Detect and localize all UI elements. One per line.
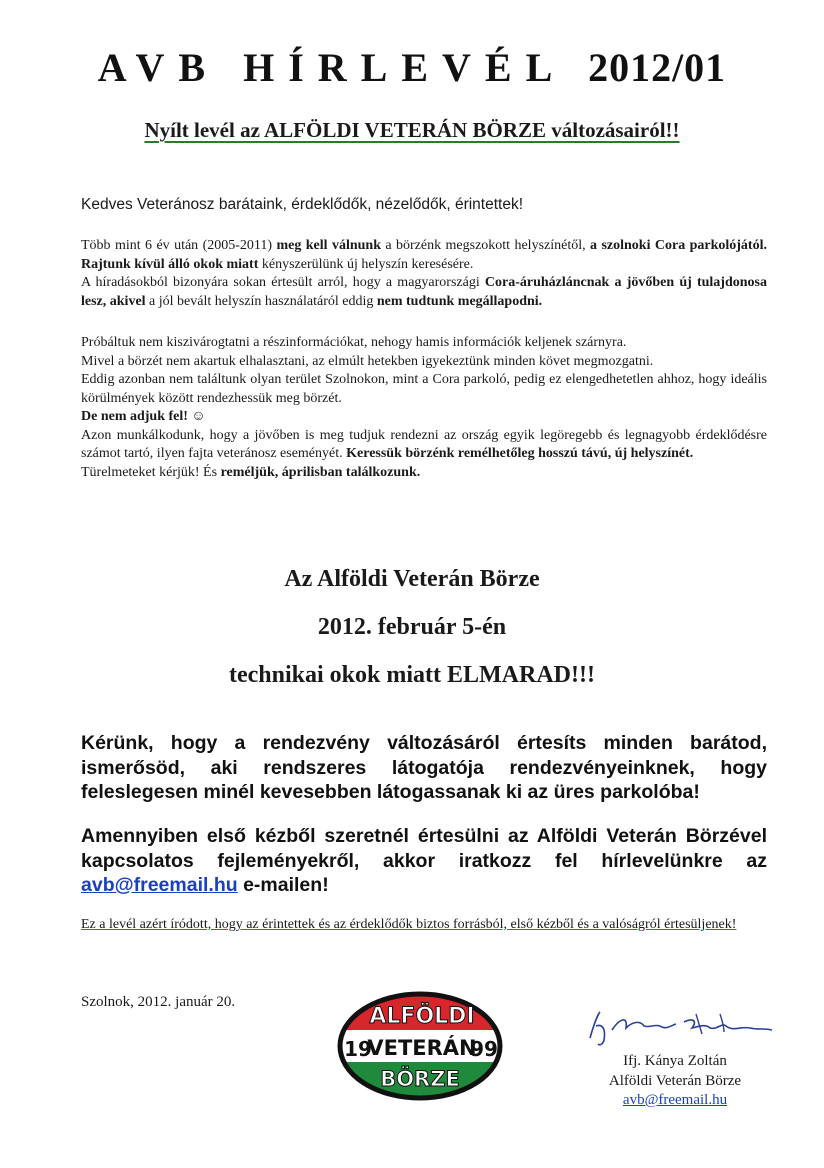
intro-s4: A híradásokból bizonyára sokan értesült arról, hogy a magyarországi: [81, 275, 485, 290]
signer-name: Ifj. Kánya Zoltán: [623, 1053, 727, 1069]
intro-b2: a szolnoki Cora parkolójától. Rajtunk kívül álló okok miatt: [81, 238, 767, 272]
letter-subtitle: Nyílt levél az ALFÖLDI VETERÁN BÖRZE változásairól!!: [144, 118, 680, 142]
subscribe-email-link[interactable]: avb@freemail.hu: [81, 874, 238, 896]
signer-org: Alföldi Veterán Börze: [608, 1072, 742, 1089]
body-line-5: [81, 427, 767, 464]
body-line-5a: Azon munkálkodunk, hogy a jövőben is meg tudjuk rendezni az ország egyik legöregebb és legnagyobb érdeklődésre számot tartó, ilyen fajta veteránosz eseményét.: [81, 427, 767, 461]
body-line-1: Próbáltuk nem kiszivárogtatni a részinformációkat, nehogy hamis információk keljenek szárnyra.: [81, 335, 627, 350]
intro-s1: Több mint 6 év után (2005-2011): [81, 238, 277, 253]
logo-bottom-text: BÖRZE: [380, 1067, 460, 1091]
intro-b4: nem tudtunk megállapodni.: [376, 293, 543, 309]
body-line-6b: reméljük, áprilisban találkozunk.: [220, 464, 421, 480]
announcement-line-2: 2012. február 5-én: [317, 614, 507, 640]
intro-b3: Cora-áruházláncnak a jövőben új tulajdonosa lesz, akivel: [81, 275, 767, 309]
body-paragraph: [81, 334, 767, 482]
subscribe-before: Amennyiben első kézből szeretnél értesülni az Alföldi Veterán Börzével kapcsolatos fejleményekről, akkor iratkozz fel hírlevelünkre az: [81, 825, 767, 872]
signer-email-link[interactable]: avb@freemail.hu: [622, 1092, 728, 1108]
intro-b1: meg kell válnunk: [276, 238, 381, 253]
logo-middle-text: VETERÁN: [367, 1036, 477, 1060]
intro-s2: a börzénk megszokott helyszínétől,: [380, 238, 591, 253]
letter-date: Szolnok, 2012. január 20.: [81, 994, 236, 1010]
subscribe-paragraph: [81, 824, 767, 898]
intro-s3: kényszerülünk új helyszín keresésére.: [258, 256, 474, 272]
body-line-6a: Türelmeteket kérjük! És: [81, 464, 221, 480]
subscribe-after: e-mailen!: [237, 874, 329, 896]
title-text: AVB HÍRLEVÉL: [97, 45, 565, 90]
body-line-4: De nem adjuk fel! ☺: [81, 409, 206, 424]
announcement-line-3: technikai okok miatt ELMARAD!!!: [229, 662, 595, 688]
note-paragraph: Ez a levél azért íródott, hogy az érintettek és az érdeklődők biztos forrásból, első kézből és a valóságról értesüljenek!: [81, 917, 737, 932]
body-line-6: [81, 464, 767, 483]
intro-paragraph: [81, 237, 767, 311]
body-line-2: Mivel a börzét nem akartuk elhalasztani, az elmúlt hetekben igyekeztünk minden követ megmozgatni.: [81, 353, 654, 369]
request-paragraph: Kérünk, hogy a rendezvény változásáról értesíts minden barátod, ismerősöd, aki rendszeres látogatója rendezvényeinknek, hogy feleslegesen minél kevesebben látogassanak ki az üres parkolóba!: [81, 732, 767, 803]
announcement-line-1: Az Alföldi Veterán Börze: [284, 566, 540, 592]
newsletter-title: [0, 44, 824, 91]
title-issue: 2012/01: [588, 45, 727, 90]
signature-block: [570, 1052, 780, 1111]
body-line-3: Eddig azonban nem találtunk olyan terület Szolnokon, mint a Cora parkoló, pedig ez elengedhetetlen ahhoz, hogy ideális körülmények között rendezhessük meg börzét.: [81, 372, 767, 406]
logo-top-text: ALFÖLDI: [369, 1004, 475, 1029]
alfoldi-veteran-borze-logo: [336, 990, 504, 1102]
logo-left-number: 19: [344, 1037, 372, 1061]
greeting: Kedves Veteránosz barátaink, érdeklődők, nézelődők, érintettek!: [81, 196, 524, 213]
logo-right-number: 99: [470, 1037, 498, 1061]
intro-s5: a jól bevált helyszín használatáról eddig: [145, 293, 377, 309]
handwritten-signature: [580, 1004, 780, 1048]
body-line-5b: Keressük börzénk remélhetőleg hosszú távú, új helyszínét.: [346, 446, 694, 461]
